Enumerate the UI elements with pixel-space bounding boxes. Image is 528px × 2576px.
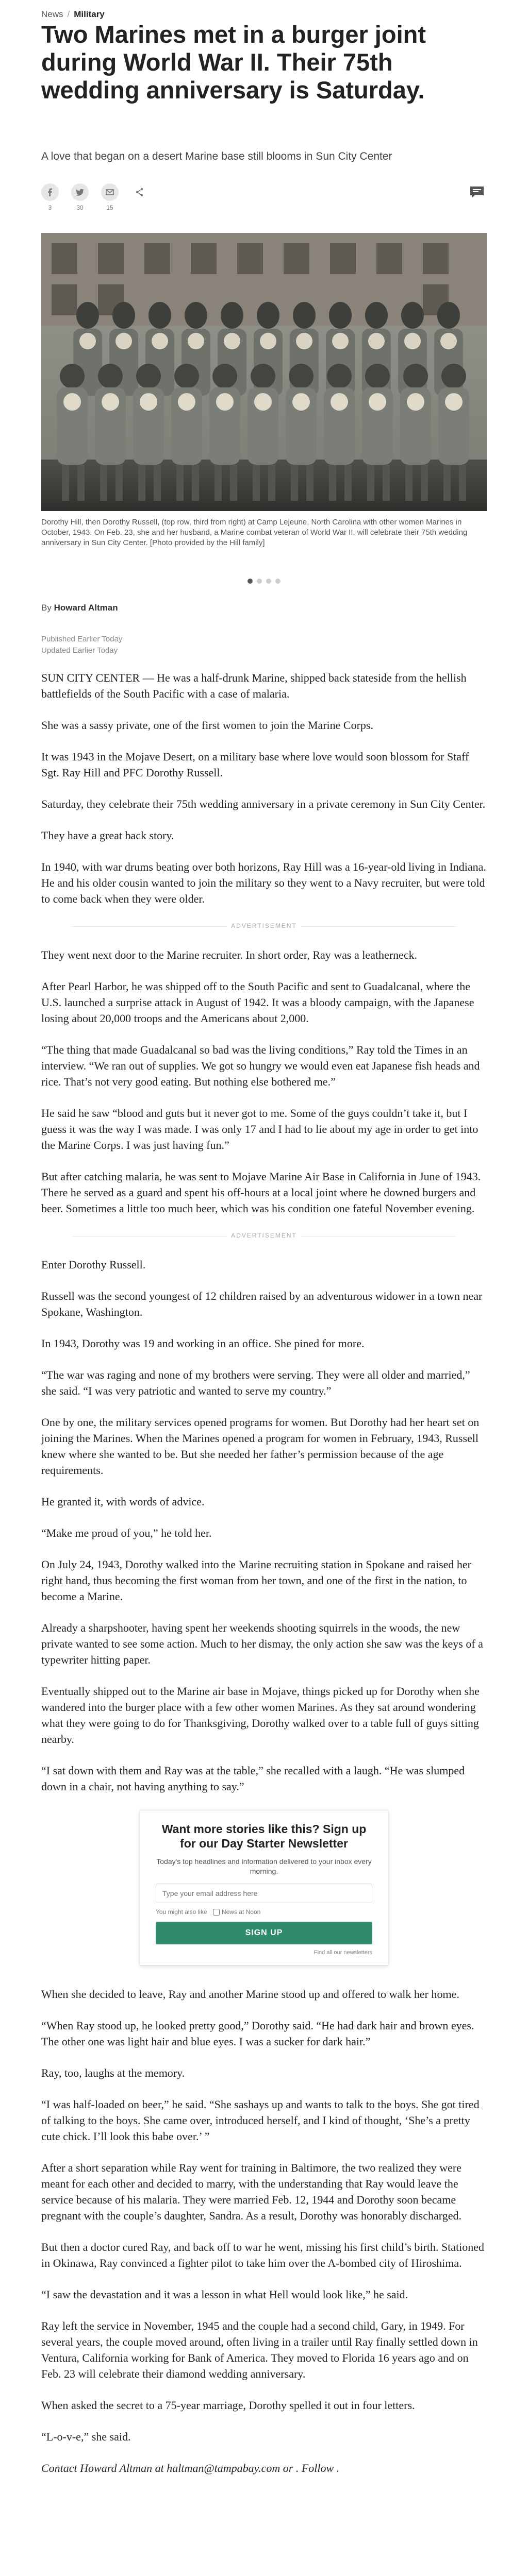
newsletter-description: Today's top headlines and information delivered to your inbox every morning. xyxy=(156,1857,372,1875)
article-paragraph: One by one, the military services opened programs for women. But Dorothy had her heart set on joining the Marines. When the Marines opened a program for women in February, 1943, Russell knew where she wanted to be. But she needed her father’s permission because of the age requirements. xyxy=(41,1416,480,1477)
photo-caption: Dorothy Hill, then Dorothy Russell, (top row, third from right) at Camp Lejeune, North Carolina with other women Marines in October, 1943. On Feb. 23, she and her husband, a Marine combat veteran of World War II, will celebrate their 75th wedding anniversary in Sun City Center. [Photo provided by the Hill family] xyxy=(41,518,468,547)
twitter-icon xyxy=(75,187,85,197)
share-icon xyxy=(135,187,145,197)
article-paragraph: “The thing that made Guadalcanal so bad was the living conditions,” Ray told the Times in an interview. “We ran out of supplies. We got so hungry we would even eat Japanese fish heads and rice. That’s not very good eating. But nothing else bothered me.” xyxy=(41,1043,480,1088)
gallery-dot-1[interactable] xyxy=(248,579,253,584)
article-paragraph: SUN CITY CENTER — He was a half-drunk Marine, shipped back stateside from the hellish battlefields of the South Pacific with a case of malaria. xyxy=(41,671,467,700)
article-paragraph: Russell was the second youngest of 12 children raised by an adventurous widower in a town near Spokane, Washington. xyxy=(41,1290,483,1318)
article-paragraph: In 1940, with war drums beating over both horizons, Ray Hill was a 16-year-old living in Indiana. He and his older cousin wanted to join the military so they went to a Navy recruiter, but were told to come back when they were older. xyxy=(41,860,486,905)
news-at-noon-checkbox[interactable] xyxy=(213,1909,220,1916)
breadcrumb-military[interactable]: Military xyxy=(74,9,105,19)
twitter-share-button[interactable] xyxy=(71,183,89,201)
article-paragraph: “L-o-v-e,” she said. xyxy=(41,2430,131,2444)
gallery-dot-3[interactable] xyxy=(266,579,271,584)
article-dek: A love that began on a desert Marine base still blooms in Sun City Center xyxy=(41,150,392,162)
article-paragraph: “I was half-loaded on beer,” he said. “She sashays up and wants to talk to the boys. She got tired of talking to the boys. She came over, introduced herself, and I kind of thought, ‘She’s a pretty cute chick. I’ll look this babe over.’ ” xyxy=(41,2098,480,2143)
newsletter-email-input[interactable] xyxy=(156,1884,372,1903)
advertisement-label: ADVERTISEMENT xyxy=(41,1232,487,1239)
newsletter-title: Want more stories like this? Sign up for our Day Starter Newsletter xyxy=(161,1822,367,1850)
byline-author-link[interactable]: Howard Altman xyxy=(54,603,118,613)
article-dates xyxy=(41,634,487,656)
article-paragraph: Eventually shipped out to the Marine air base in Mojave, things picked up for Dorothy when she wandered into the burger place with a few other women Marines. As they sat around wondering what they were going to do for Thanksgiving, Dorothy walked over to a table full of guys sitting nearby. xyxy=(41,1685,480,1745)
breadcrumb xyxy=(41,9,487,20)
article-paragraph: “I sat down with them and Ray was at the table,” she recalled with a laugh. “He was slumped down in a chair, not having anything to say.” xyxy=(41,1764,465,1793)
article-paragraph: “Make me proud of you,” he told her. xyxy=(41,1527,212,1539)
article-paragraph: Enter Dorothy Russell. xyxy=(41,1258,146,1271)
article-section-1 xyxy=(41,670,487,907)
article-paragraph: But then a doctor cured Ray, and back off to war he went, missing his first child’s birth. Stationed in Okinawa, Ray convinced a fighter pilot to take him over the A-bombed city of Hiroshima. xyxy=(41,2241,485,2270)
article-paragraph: “When Ray stood up, he looked pretty good,” Dorothy said. “He had dark hair and brown eyes. The other one was light hair and blue eyes. I was a sucker for dark hair.” xyxy=(41,2019,474,2048)
news-at-noon-label: News at Noon xyxy=(221,1908,261,1916)
article-paragraph: Saturday, they celebrate their 75th wedding anniversary in a private ceremony in Sun City Center. xyxy=(41,798,486,810)
article-paragraph: They went next door to the Marine recruiter. In short order, Ray was a leatherneck. xyxy=(41,948,418,961)
gallery-dot-4[interactable] xyxy=(275,579,280,584)
gallery-pagination xyxy=(41,577,487,584)
article-paragraph: After a short separation while Ray went for training in Baltimore, the two realized they were meant for each other and decided to marry, with the understanding that Ray would leave the service because of his malaria. They were married Feb. 12, 1944 and Dorothy soon became pregnant with the couple’s daughter, Sandra. As a result, Dorothy was honorably discharged. xyxy=(41,2161,461,2223)
email-share-button[interactable] xyxy=(101,183,119,201)
twitter-share-count: 30 xyxy=(76,204,84,211)
article-paragraph: On July 24, 1943, Dorothy walked into the Marine recruiting station in Spokane and raised her right hand, thus becoming the first woman from her town, and one of the first in the nation, to become a Marine. xyxy=(41,1558,471,1603)
article-paragraph: “I saw the devastation and it was a lesson in what Hell would look like,” he said. xyxy=(41,2288,408,2301)
facebook-share-button[interactable] xyxy=(41,183,59,201)
article-paragraph: Ray left the service in November, 1945 and the couple had a second child, Gary, in 1949. For several years, the couple moved around, often living in a trailer until Ray finally settled down in Ventura, California working for Bank of America. They moved to Florida 16 years ago and on Feb. 23 will celebrate their diamond wedding anniversary. xyxy=(41,2319,478,2381)
breadcrumb-separator: / xyxy=(67,9,70,19)
byline xyxy=(41,603,487,613)
article-section-2 xyxy=(41,947,487,1216)
article-paragraph: When she decided to leave, Ray and another Marine stood up and offered to walk her home. xyxy=(41,1988,459,2001)
article-paragraph: After Pearl Harbor, he was shipped off to the South Pacific and sent to Guadalcanal, where the U.S. launched a surprise attack in August of 1942. It was a bloody campaign, with the Japanese losing about 20,000 troops and the Americans about 2,000. xyxy=(41,980,474,1025)
article-paragraph: She was a sassy private, one of the first women to join the Marine Corps. xyxy=(41,719,373,732)
article-paragraph: They have a great back story. xyxy=(41,829,174,842)
published-date: Published Earlier Today xyxy=(41,635,123,643)
article-paragraph: He granted it, with words of advice. xyxy=(41,1495,205,1508)
article-paragraph: Contact Howard Altman at haltman@tampabay.com or . Follow . xyxy=(41,2462,340,2475)
comments-button[interactable] xyxy=(469,185,487,201)
email-share-count: 15 xyxy=(106,204,113,211)
article-paragraph: Already a sharpshooter, having spent her weekends shooting squirrels in the woods, the new private wanted to see some action. Much to her dismay, the only action she saw was the keys of a typewriter hitting paper. xyxy=(41,1621,483,1666)
byline-prefix: By xyxy=(41,603,52,613)
comment-icon xyxy=(469,185,485,199)
article-paragraph: It was 1943 in the Mojave Desert, on a military base where love would soon blossom for Staff Sgt. Ray Hill and PFC Dorothy Russell. xyxy=(41,750,469,779)
more-share-button[interactable] xyxy=(131,183,148,201)
article-section-4 xyxy=(41,1986,487,2476)
newsletter-also-like-label: You might also like xyxy=(156,1908,207,1916)
gallery-dot-2[interactable] xyxy=(257,579,262,584)
facebook-icon xyxy=(45,187,55,197)
article-paragraph: When asked the secret to a 75-year marriage, Dorothy spelled it out in four letters. xyxy=(41,2399,415,2412)
newsletter-signup xyxy=(140,1810,388,1965)
article-paragraph: “The war was raging and none of my brothers were serving. They were all older and married,” she said. “I was very patriotic and wanted to serve my country.” xyxy=(41,1368,470,1397)
lead-photo[interactable] xyxy=(41,233,487,511)
article-paragraph: Ray, too, laughs at the memory. xyxy=(41,2066,185,2080)
article-body xyxy=(41,670,487,2492)
newsletter-options xyxy=(156,1908,372,1916)
group-photo-image xyxy=(41,233,487,511)
article-section-3 xyxy=(41,1257,487,1794)
article-paragraph: But after catching malaria, he was sent to Mojave Marine Air Base in California in June of 1943. There he served as a guard and spent his off-hours at a local joint where he downed burgers and beer. Sometimes a little too much beer, which was his condition one fateful November evening. xyxy=(41,1170,481,1215)
email-icon xyxy=(105,187,115,197)
page-title: Two Marines met in a burger joint during World War II. Their 75th wedding anniversary is Saturday. xyxy=(41,21,426,104)
newsletter-signup-button[interactable]: SIGN UP xyxy=(156,1922,372,1944)
article-paragraph: In 1943, Dorothy was 19 and working in an office. She pined for more. xyxy=(41,1337,365,1350)
share-bar xyxy=(41,183,487,214)
breadcrumb-news[interactable]: News xyxy=(41,9,63,19)
facebook-share-count: 3 xyxy=(48,204,52,211)
article-paragraph: He said he saw “blood and guts but it never got to me. Some of the guys couldn’t take it, but I guess it was the way I was made. I was only 17 and I had to lie about my age in order to get into the Marine Corps. I was just having fun.” xyxy=(41,1107,478,1151)
newsletter-all-link[interactable]: Find all our newsletters xyxy=(314,1950,372,1956)
advertisement-label: ADVERTISEMENT xyxy=(41,922,487,929)
updated-date: Updated Earlier Today xyxy=(41,646,118,655)
